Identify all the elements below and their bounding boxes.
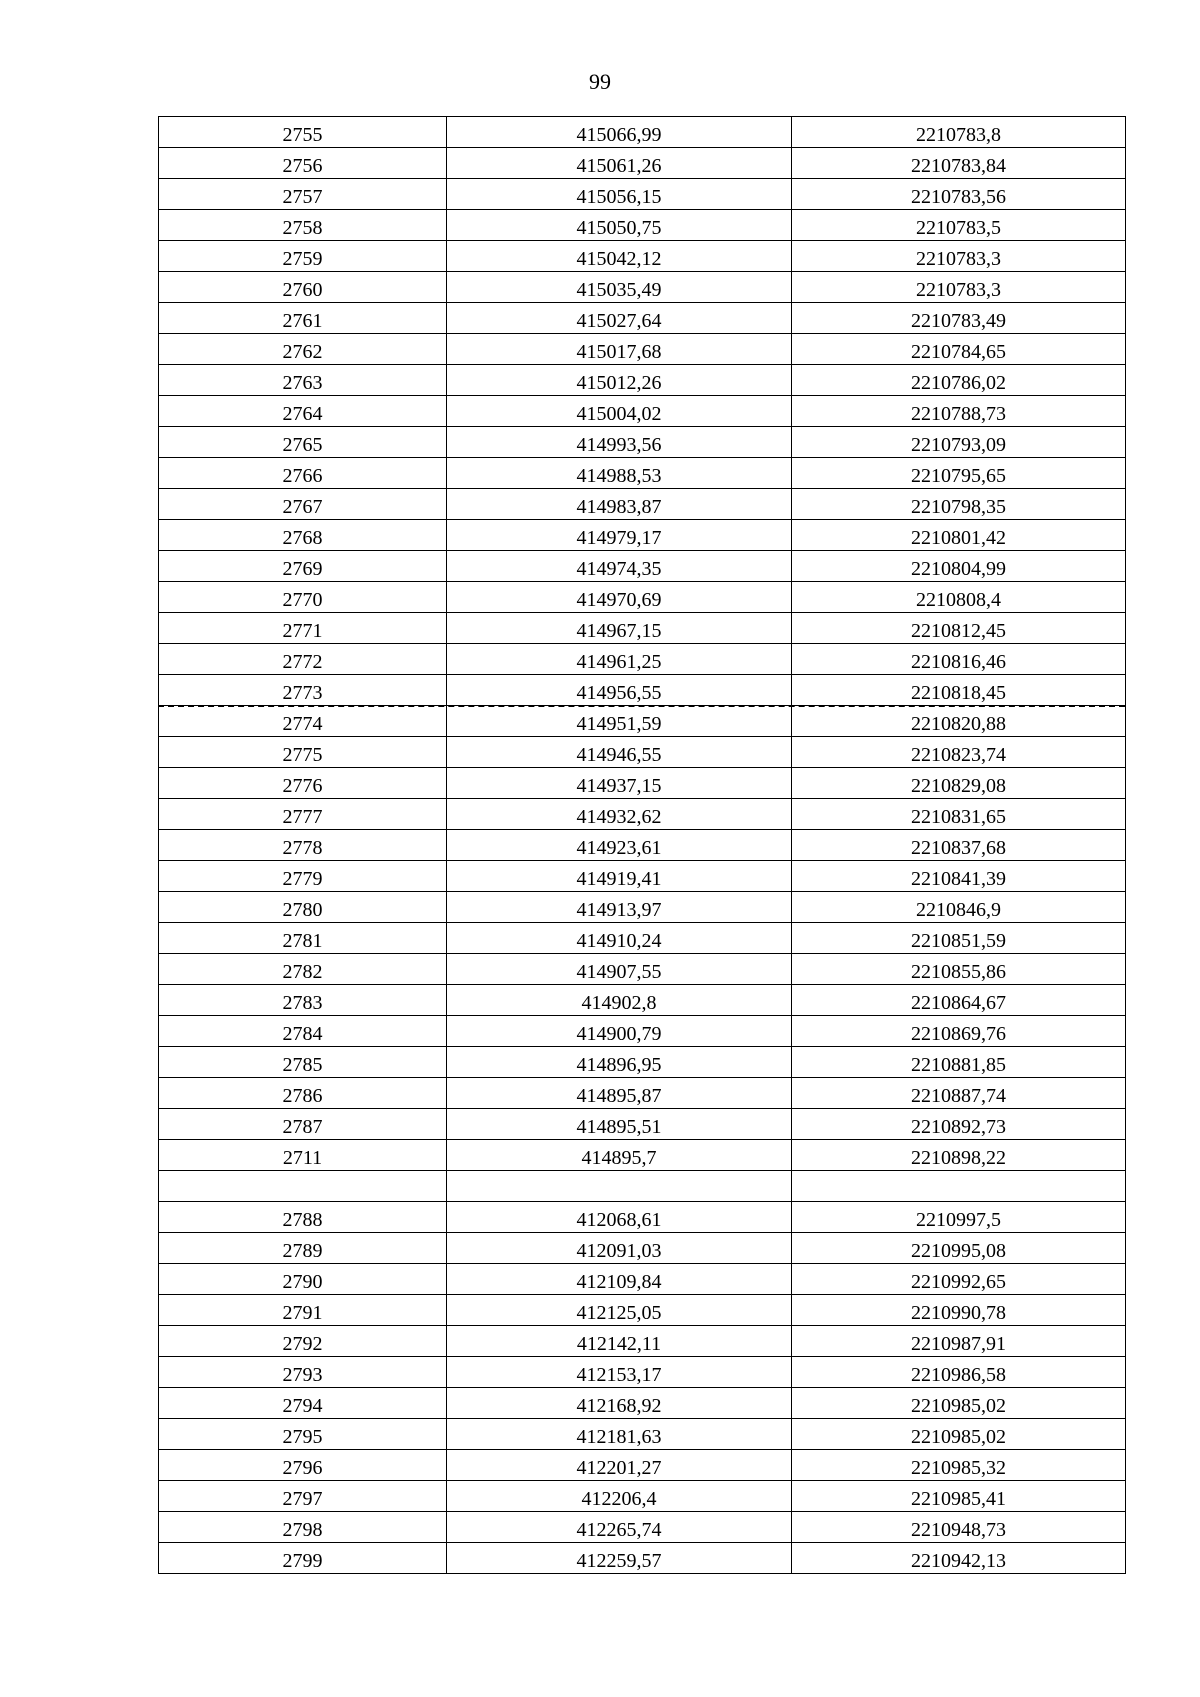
y-coordinate-cell: 2210829,08 bbox=[792, 768, 1126, 799]
point-number-cell: 2790 bbox=[159, 1264, 447, 1295]
table-row bbox=[159, 520, 1126, 551]
table-row bbox=[159, 179, 1126, 210]
y-coordinate-cell: 2210801,42 bbox=[792, 520, 1126, 551]
point-number-cell: 2799 bbox=[159, 1543, 447, 1574]
x-coordinate-cell: 412206,4 bbox=[447, 1481, 792, 1512]
table-row bbox=[159, 241, 1126, 272]
point-number-cell: 2763 bbox=[159, 365, 447, 396]
y-coordinate-cell: 2210985,41 bbox=[792, 1481, 1126, 1512]
x-coordinate-cell: 414979,17 bbox=[447, 520, 792, 551]
point-number-cell: 2797 bbox=[159, 1481, 447, 1512]
x-coordinate-cell: 414913,97 bbox=[447, 892, 792, 923]
y-coordinate-cell: 2210837,68 bbox=[792, 830, 1126, 861]
y-coordinate-cell: 2210808,4 bbox=[792, 582, 1126, 613]
point-number-cell: 2796 bbox=[159, 1450, 447, 1481]
y-coordinate-cell: 2210818,45 bbox=[792, 675, 1126, 706]
x-coordinate-cell: 414974,35 bbox=[447, 551, 792, 582]
table-row bbox=[159, 117, 1126, 148]
point-number-cell: 2776 bbox=[159, 768, 447, 799]
x-coordinate-cell: 415017,68 bbox=[447, 334, 792, 365]
table-row bbox=[159, 210, 1126, 241]
x-coordinate-cell: 415056,15 bbox=[447, 179, 792, 210]
x-coordinate-cell: 414956,55 bbox=[447, 675, 792, 706]
y-coordinate-cell: 2210812,45 bbox=[792, 613, 1126, 644]
table-row bbox=[159, 303, 1126, 334]
coordinates-table bbox=[158, 116, 1126, 1574]
x-coordinate-cell: 412201,27 bbox=[447, 1450, 792, 1481]
point-number-cell: 2773 bbox=[159, 675, 447, 706]
x-coordinate-cell: 415004,02 bbox=[447, 396, 792, 427]
table-row bbox=[159, 1388, 1126, 1419]
x-coordinate-cell: 414932,62 bbox=[447, 799, 792, 830]
point-number-cell: 2771 bbox=[159, 613, 447, 644]
y-coordinate-cell: 2210869,76 bbox=[792, 1016, 1126, 1047]
table-row bbox=[159, 1078, 1126, 1109]
y-coordinate-cell: 2210851,59 bbox=[792, 923, 1126, 954]
y-coordinate-cell: 2210788,73 bbox=[792, 396, 1126, 427]
x-coordinate-cell: 414937,15 bbox=[447, 768, 792, 799]
y-coordinate-cell: 2210997,5 bbox=[792, 1202, 1126, 1233]
x-coordinate-cell: 415061,26 bbox=[447, 148, 792, 179]
table-row bbox=[159, 1357, 1126, 1388]
x-coordinate-cell: 414983,87 bbox=[447, 489, 792, 520]
point-number-cell: 2774 bbox=[159, 706, 447, 737]
x-coordinate-cell: 415042,12 bbox=[447, 241, 792, 272]
point-number-cell: 2795 bbox=[159, 1419, 447, 1450]
y-coordinate-cell: 2210948,73 bbox=[792, 1512, 1126, 1543]
y-coordinate-cell: 2210864,67 bbox=[792, 985, 1126, 1016]
x-coordinate-cell: 412109,84 bbox=[447, 1264, 792, 1295]
table-row bbox=[159, 1264, 1126, 1295]
point-number-cell: 2762 bbox=[159, 334, 447, 365]
table-row bbox=[159, 489, 1126, 520]
table-row bbox=[159, 768, 1126, 799]
table-row bbox=[159, 1295, 1126, 1326]
x-coordinate-cell: 412142,11 bbox=[447, 1326, 792, 1357]
point-number-cell: 2779 bbox=[159, 861, 447, 892]
table-row bbox=[159, 1512, 1126, 1543]
y-coordinate-cell: 2210783,3 bbox=[792, 241, 1126, 272]
table-row bbox=[159, 985, 1126, 1016]
y-coordinate-cell: 2210887,74 bbox=[792, 1078, 1126, 1109]
y-coordinate-cell: 2210798,35 bbox=[792, 489, 1126, 520]
table-row bbox=[159, 1140, 1126, 1171]
table-row bbox=[159, 458, 1126, 489]
y-coordinate-cell: 2210783,49 bbox=[792, 303, 1126, 334]
y-coordinate-cell: 2210783,56 bbox=[792, 179, 1126, 210]
y-coordinate-cell: 2210783,84 bbox=[792, 148, 1126, 179]
point-number-cell: 2769 bbox=[159, 551, 447, 582]
y-coordinate-cell: 2210783,8 bbox=[792, 117, 1126, 148]
point-number-cell: 2765 bbox=[159, 427, 447, 458]
point-number-cell: 2770 bbox=[159, 582, 447, 613]
table-row bbox=[159, 799, 1126, 830]
point-number-cell: 2793 bbox=[159, 1357, 447, 1388]
x-coordinate-cell: 414895,7 bbox=[447, 1140, 792, 1171]
x-coordinate-cell: 414895,87 bbox=[447, 1078, 792, 1109]
dashed-separator-line bbox=[158, 705, 1125, 707]
table-row bbox=[159, 582, 1126, 613]
table-row bbox=[159, 334, 1126, 365]
y-coordinate-cell: 2210986,58 bbox=[792, 1357, 1126, 1388]
x-coordinate-cell: 412168,92 bbox=[447, 1388, 792, 1419]
x-coordinate-cell: 414988,53 bbox=[447, 458, 792, 489]
x-coordinate-cell: 412125,05 bbox=[447, 1295, 792, 1326]
table-row bbox=[159, 1450, 1126, 1481]
table-row bbox=[159, 1481, 1126, 1512]
x-coordinate-cell: 414970,69 bbox=[447, 582, 792, 613]
point-number-cell: 2759 bbox=[159, 241, 447, 272]
x-coordinate-cell: 414961,25 bbox=[447, 644, 792, 675]
point-number-cell: 2767 bbox=[159, 489, 447, 520]
x-coordinate-cell: 414910,24 bbox=[447, 923, 792, 954]
point-number-cell: 2755 bbox=[159, 117, 447, 148]
x-coordinate-cell: 412091,03 bbox=[447, 1233, 792, 1264]
y-coordinate-cell: 2210985,02 bbox=[792, 1419, 1126, 1450]
coordinates-table-body bbox=[159, 117, 1126, 1574]
table-row bbox=[159, 1419, 1126, 1450]
x-coordinate-cell: 415012,26 bbox=[447, 365, 792, 396]
point-number-cell: 2775 bbox=[159, 737, 447, 768]
y-coordinate-cell: 2210985,02 bbox=[792, 1388, 1126, 1419]
point-number-cell: 2792 bbox=[159, 1326, 447, 1357]
table-row bbox=[159, 272, 1126, 303]
x-coordinate-cell: 414907,55 bbox=[447, 954, 792, 985]
point-number-cell: 2787 bbox=[159, 1109, 447, 1140]
y-coordinate-cell: 2210784,65 bbox=[792, 334, 1126, 365]
x-coordinate-cell: 414919,41 bbox=[447, 861, 792, 892]
x-coordinate-cell bbox=[447, 1171, 792, 1202]
table-row bbox=[159, 1171, 1126, 1202]
x-coordinate-cell: 415066,99 bbox=[447, 117, 792, 148]
point-number-cell: 2784 bbox=[159, 1016, 447, 1047]
x-coordinate-cell: 414951,59 bbox=[447, 706, 792, 737]
table-row bbox=[159, 613, 1126, 644]
y-coordinate-cell: 2210992,65 bbox=[792, 1264, 1126, 1295]
point-number-cell: 2788 bbox=[159, 1202, 447, 1233]
table-row bbox=[159, 1543, 1126, 1574]
y-coordinate-cell: 2210892,73 bbox=[792, 1109, 1126, 1140]
y-coordinate-cell: 2210995,08 bbox=[792, 1233, 1126, 1264]
table-row bbox=[159, 737, 1126, 768]
table-row bbox=[159, 1202, 1126, 1233]
table-row bbox=[159, 830, 1126, 861]
x-coordinate-cell: 412265,74 bbox=[447, 1512, 792, 1543]
y-coordinate-cell: 2210816,46 bbox=[792, 644, 1126, 675]
y-coordinate-cell: 2210987,91 bbox=[792, 1326, 1126, 1357]
x-coordinate-cell: 414993,56 bbox=[447, 427, 792, 458]
y-coordinate-cell: 2210881,85 bbox=[792, 1047, 1126, 1078]
y-coordinate-cell: 2210855,86 bbox=[792, 954, 1126, 985]
x-coordinate-cell: 414923,61 bbox=[447, 830, 792, 861]
y-coordinate-cell: 2210795,65 bbox=[792, 458, 1126, 489]
point-number-cell: 2789 bbox=[159, 1233, 447, 1264]
point-number-cell: 2766 bbox=[159, 458, 447, 489]
point-number-cell: 2782 bbox=[159, 954, 447, 985]
table-row bbox=[159, 1109, 1126, 1140]
point-number-cell bbox=[159, 1171, 447, 1202]
x-coordinate-cell: 414900,79 bbox=[447, 1016, 792, 1047]
table-row bbox=[159, 148, 1126, 179]
table-row bbox=[159, 427, 1126, 458]
y-coordinate-cell: 2210985,32 bbox=[792, 1450, 1126, 1481]
table-row bbox=[159, 396, 1126, 427]
point-number-cell: 2798 bbox=[159, 1512, 447, 1543]
point-number-cell: 2786 bbox=[159, 1078, 447, 1109]
x-coordinate-cell: 412153,17 bbox=[447, 1357, 792, 1388]
point-number-cell: 2777 bbox=[159, 799, 447, 830]
y-coordinate-cell: 2210783,3 bbox=[792, 272, 1126, 303]
point-number-cell: 2778 bbox=[159, 830, 447, 861]
page-number: 99 bbox=[589, 69, 611, 94]
point-number-cell: 2785 bbox=[159, 1047, 447, 1078]
x-coordinate-cell: 414946,55 bbox=[447, 737, 792, 768]
point-number-cell: 2761 bbox=[159, 303, 447, 334]
table-row bbox=[159, 365, 1126, 396]
point-number-cell: 2760 bbox=[159, 272, 447, 303]
x-coordinate-cell: 415035,49 bbox=[447, 272, 792, 303]
y-coordinate-cell: 2210804,99 bbox=[792, 551, 1126, 582]
y-coordinate-cell: 2210942,13 bbox=[792, 1543, 1126, 1574]
point-number-cell: 2764 bbox=[159, 396, 447, 427]
point-number-cell: 2756 bbox=[159, 148, 447, 179]
point-number-cell: 2758 bbox=[159, 210, 447, 241]
point-number-cell: 2794 bbox=[159, 1388, 447, 1419]
table-row bbox=[159, 706, 1126, 737]
x-coordinate-cell: 415050,75 bbox=[447, 210, 792, 241]
table-row bbox=[159, 892, 1126, 923]
y-coordinate-cell bbox=[792, 1171, 1126, 1202]
table-row bbox=[159, 644, 1126, 675]
table-row bbox=[159, 1016, 1126, 1047]
table-row bbox=[159, 551, 1126, 582]
y-coordinate-cell: 2210786,02 bbox=[792, 365, 1126, 396]
point-number-cell: 2757 bbox=[159, 179, 447, 210]
y-coordinate-cell: 2210783,5 bbox=[792, 210, 1126, 241]
point-number-cell: 2711 bbox=[159, 1140, 447, 1171]
y-coordinate-cell: 2210841,39 bbox=[792, 861, 1126, 892]
x-coordinate-cell: 415027,64 bbox=[447, 303, 792, 334]
table-row bbox=[159, 1047, 1126, 1078]
table-row bbox=[159, 1233, 1126, 1264]
y-coordinate-cell: 2210846,9 bbox=[792, 892, 1126, 923]
table-row bbox=[159, 954, 1126, 985]
point-number-cell: 2791 bbox=[159, 1295, 447, 1326]
y-coordinate-cell: 2210990,78 bbox=[792, 1295, 1126, 1326]
x-coordinate-cell: 412068,61 bbox=[447, 1202, 792, 1233]
table-row bbox=[159, 675, 1126, 706]
point-number-cell: 2768 bbox=[159, 520, 447, 551]
x-coordinate-cell: 414902,8 bbox=[447, 985, 792, 1016]
table-row bbox=[159, 923, 1126, 954]
point-number-cell: 2781 bbox=[159, 923, 447, 954]
x-coordinate-cell: 414967,15 bbox=[447, 613, 792, 644]
point-number-cell: 2772 bbox=[159, 644, 447, 675]
y-coordinate-cell: 2210898,22 bbox=[792, 1140, 1126, 1171]
point-number-cell: 2780 bbox=[159, 892, 447, 923]
x-coordinate-cell: 412259,57 bbox=[447, 1543, 792, 1574]
y-coordinate-cell: 2210831,65 bbox=[792, 799, 1126, 830]
y-coordinate-cell: 2210820,88 bbox=[792, 706, 1126, 737]
point-number-cell: 2783 bbox=[159, 985, 447, 1016]
table-row bbox=[159, 1326, 1126, 1357]
x-coordinate-cell: 412181,63 bbox=[447, 1419, 792, 1450]
y-coordinate-cell: 2210793,09 bbox=[792, 427, 1126, 458]
y-coordinate-cell: 2210823,74 bbox=[792, 737, 1126, 768]
x-coordinate-cell: 414896,95 bbox=[447, 1047, 792, 1078]
table-row bbox=[159, 861, 1126, 892]
x-coordinate-cell: 414895,51 bbox=[447, 1109, 792, 1140]
